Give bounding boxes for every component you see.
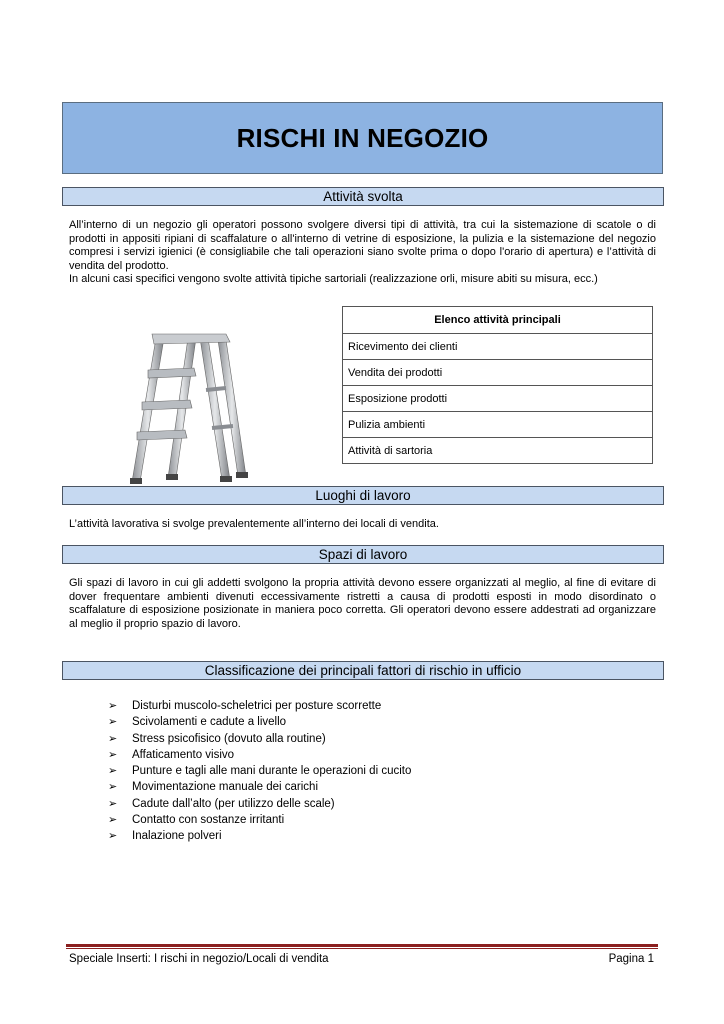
activity-row: Vendita dei prodotti [343, 360, 653, 386]
activity-row: Esposizione prodotti [343, 386, 653, 412]
spazi-text: Gli spazi di lavoro in cui gli addetti svolgono la propria attività devono essere organizzati al meglio, al fine di evitare di dover frequentare ambienti divenuti eccessivamente ristretti a causa di prodotti esposti in modo disordinato o scaffalature di esposizione posizionate in maniera poco corretta. Gli operatori devono essere addestrati ad organizzare al meglio il proprio spazio di lavoro. [69, 577, 656, 630]
list-item: ➢ Disturbi muscolo-scheletrici per posture scorrette [108, 698, 411, 714]
attivita-paragraph-2: In alcuni casi specifici vengono svolte attività tipiche sartoriali (realizzazione orli, misure abiti su misura, ecc.) [69, 273, 598, 285]
arrow-bullet-icon: ➢ [108, 797, 118, 810]
section-heading-attivita: Attività svolta [62, 187, 664, 206]
attivita-paragraph-1: All’interno di un negozio gli operatori possono svolgere diversi tipi di attività, tra cui la sistemazione di scatole o di prodotti in appositi ripiani di scaffalature o all'interno di vetrine di esposizione, la pulizia e la sistemazione del negozio compresi i servizi igienici (è consigliabile che tali operazioni siano svolte prima o dopo l'orario di apertura) e l’attività di vendita del prodotto. [69, 219, 656, 272]
arrow-bullet-icon: ➢ [108, 781, 118, 794]
arrow-bullet-icon: ➢ [108, 700, 118, 712]
activities-table-header: Elenco attività principali [343, 307, 653, 334]
arrow-bullet-icon: ➢ [108, 830, 118, 843]
arrow-bullet-icon: ➢ [108, 732, 118, 745]
stepladder-image [118, 330, 268, 486]
list-item: ➢ Scivolamenti e cadute a livello [108, 714, 411, 730]
list-item: ➢ Stress psicofisico (dovuto alla routine) [108, 731, 411, 747]
activity-row: Attività di sartoria [343, 438, 653, 464]
list-item: ➢ Inalazione polveri [108, 828, 411, 844]
list-item: ➢ Movimentazione manuale dei carichi [108, 779, 411, 795]
page-title: RISCHI IN NEGOZIO [236, 122, 489, 153]
footer-page-number: Pagina 1 [608, 953, 654, 965]
arrow-bullet-icon: ➢ [108, 765, 118, 778]
list-item: ➢ Punture e tagli alle mani durante le operazioni di cucito [108, 763, 411, 779]
footer-document-title: Speciale Inserti: I rischi in negozio/Locali di vendita [69, 953, 329, 965]
arrow-bullet-icon: ➢ [108, 814, 118, 827]
activity-row: Ricevimento dei clienti [343, 334, 653, 360]
arrow-bullet-icon: ➢ [108, 716, 118, 729]
footer-rule [66, 944, 658, 947]
attivita-text [69, 219, 656, 287]
section-heading-rischi: Classificazione dei principali fattori di rischio in ufficio [62, 661, 664, 680]
title-banner [62, 102, 663, 174]
list-item: ➢ Cadute dall’alto (per utilizzo delle scale) [108, 796, 411, 812]
activity-row: Pulizia ambienti [343, 412, 653, 438]
risk-list [108, 698, 411, 845]
footer-rule-thin [66, 948, 658, 949]
section-heading-spazi: Spazi di lavoro [62, 545, 664, 564]
arrow-bullet-icon: ➢ [108, 748, 118, 761]
list-item: ➢ Affaticamento visivo [108, 747, 411, 763]
section-heading-luoghi: Luoghi di lavoro [62, 486, 664, 505]
activities-table [342, 306, 653, 464]
list-item: ➢ Contatto con sostanze irritanti [108, 812, 411, 828]
luoghi-text: L’attività lavorativa si svolge prevalentemente all’interno dei locali di vendita. [69, 518, 439, 530]
